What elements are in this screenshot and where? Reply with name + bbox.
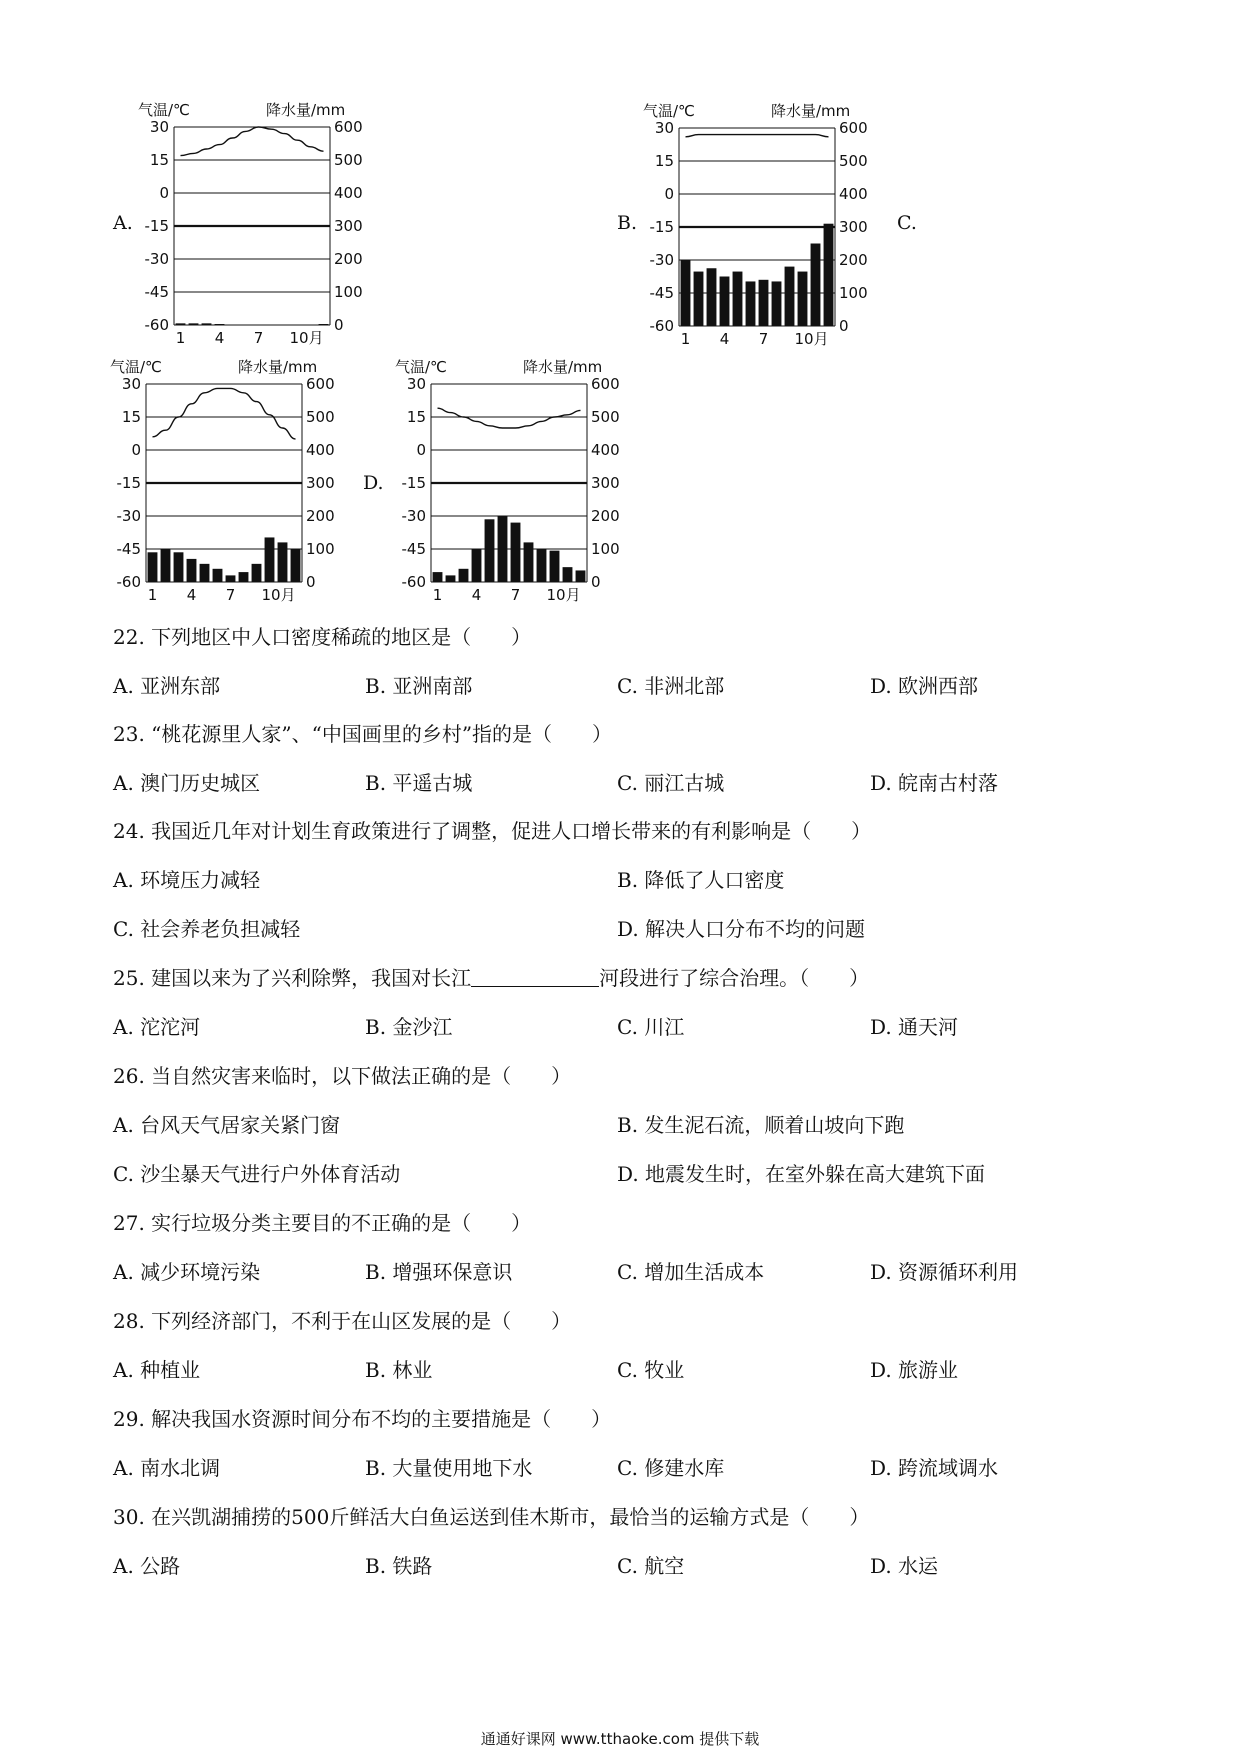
precipitation-bar	[433, 572, 443, 582]
precipitation-bar	[720, 277, 730, 327]
temperature-axis-title: 气温/℃	[138, 101, 190, 119]
precipitation-axis-title: 降水量/mm	[238, 358, 318, 376]
precipitation-axis-title: 降水量/mm	[771, 102, 851, 120]
question-27: 27. 实行垃圾分类主要目的不正确的是（ ）	[113, 1211, 532, 1235]
chart-b-label: B.	[617, 212, 638, 234]
precipitation-bar	[746, 281, 756, 326]
temperature-line	[181, 127, 324, 156]
q26-option-d[interactable]: D. 地震发生时，在室外躲在高大建筑下面	[617, 1162, 986, 1186]
precipitation-tick-label: 0	[591, 573, 601, 591]
month-tick-label: 1	[175, 329, 186, 347]
precipitation-bar	[226, 575, 236, 582]
q26-option-a[interactable]: A. 台风天气居家关紧门窗	[113, 1113, 341, 1137]
month-tick-label: 1	[680, 330, 691, 348]
q28-option-c[interactable]: C. 牧业	[617, 1358, 685, 1382]
precipitation-tick-label: 0	[306, 573, 316, 591]
precipitation-tick-label: 600	[839, 119, 868, 137]
temperature-tick-label: -15	[144, 217, 169, 235]
precipitation-bar	[550, 551, 560, 582]
temperature-axis-title: 气温/℃	[395, 358, 447, 376]
precipitation-bar	[213, 569, 223, 582]
temperature-tick-label: -30	[649, 251, 674, 269]
precipitation-bar	[446, 575, 456, 582]
month-tick-label: 4	[471, 586, 482, 604]
precipitation-bar	[681, 260, 691, 326]
temperature-tick-label: 0	[159, 184, 169, 202]
chart-c-label: C.	[897, 212, 917, 234]
temperature-tick-label: -15	[116, 474, 141, 492]
precipitation-bar	[524, 542, 534, 582]
climate-chart-d	[387, 352, 647, 602]
q22-option-d[interactable]: D. 欧洲西部	[870, 674, 979, 698]
month-tick-label: 4	[186, 586, 197, 604]
month-tick-label: 7	[758, 330, 769, 348]
precipitation-tick-label: 100	[334, 283, 363, 301]
q25-option-a[interactable]: A. 沱沱河	[113, 1015, 201, 1039]
temperature-tick-label: 30	[149, 118, 169, 136]
q28-option-d[interactable]: D. 旅游业	[870, 1358, 959, 1382]
precipitation-bar	[176, 323, 186, 325]
precipitation-bar	[811, 244, 821, 327]
q28-option-b[interactable]: B. 林业	[365, 1358, 433, 1382]
month-tick-label: 4	[719, 330, 730, 348]
precipitation-bar	[759, 280, 769, 326]
q24-option-b[interactable]: B. 降低了人口密度	[617, 868, 785, 892]
precipitation-bar	[148, 552, 158, 582]
q23-option-a[interactable]: A. 澳门历史城区	[113, 771, 261, 795]
temperature-tick-label: -45	[401, 540, 426, 558]
precipitation-bar	[459, 569, 469, 582]
q29-option-a[interactable]: A. 南水北调	[113, 1456, 221, 1480]
q26-option-b[interactable]: B. 发生泥石流，顺着山坡向下跑	[617, 1113, 905, 1137]
precipitation-tick-label: 100	[306, 540, 335, 558]
precipitation-bar	[485, 519, 495, 582]
precipitation-tick-label: 400	[591, 441, 620, 459]
precipitation-tick-label: 200	[839, 251, 868, 269]
fill-blank[interactable]	[471, 968, 599, 987]
precipitation-bar	[200, 564, 210, 582]
question-25	[113, 962, 869, 991]
q27-option-c[interactable]: C. 增加生活成本	[617, 1260, 765, 1284]
precipitation-bar	[187, 559, 197, 582]
q26-option-c[interactable]: C. 沙尘暴天气进行户外体育活动	[113, 1162, 401, 1186]
precipitation-tick-label: 300	[839, 218, 868, 236]
precipitation-tick-label: 100	[839, 284, 868, 302]
precipitation-bar	[472, 549, 482, 582]
precipitation-bar	[202, 323, 212, 325]
precipitation-tick-label: 400	[306, 441, 335, 459]
precipitation-bar	[733, 272, 743, 326]
q30-option-a[interactable]: A. 公路	[113, 1554, 181, 1578]
temperature-line	[686, 135, 829, 137]
temperature-tick-label: 30	[654, 119, 674, 137]
month-tick-label: 10月	[546, 586, 581, 604]
precipitation-tick-label: 400	[839, 185, 868, 203]
month-tick-label: 7	[253, 329, 264, 347]
precipitation-tick-label: 300	[334, 217, 363, 235]
precipitation-tick-label: 500	[839, 152, 868, 170]
temperature-tick-label: -30	[401, 507, 426, 525]
temperature-tick-label: 15	[121, 408, 141, 426]
precipitation-tick-label: 300	[591, 474, 620, 492]
temperature-tick-label: 15	[654, 152, 674, 170]
precipitation-axis-title: 降水量/mm	[523, 358, 603, 376]
precipitation-axis-title: 降水量/mm	[266, 101, 346, 119]
temperature-tick-label: 0	[131, 441, 141, 459]
q25-option-d[interactable]: D. 通天河	[870, 1015, 959, 1039]
question-28: 28. 下列经济部门，不利于在山区发展的是（ ）	[113, 1309, 572, 1333]
precipitation-tick-label: 200	[334, 250, 363, 268]
question-24: 24. 我国近几年对计划生育政策进行了调整，促进人口增长带来的有利影响是（ ）	[113, 819, 872, 843]
temperature-tick-label: -30	[116, 507, 141, 525]
temperature-axis-title: 气温/℃	[110, 358, 162, 376]
temperature-tick-label: 15	[406, 408, 426, 426]
temperature-tick-label: -45	[116, 540, 141, 558]
chart-a-label: A.	[113, 212, 133, 234]
temperature-tick-label: -60	[401, 573, 426, 591]
precipitation-tick-label: 600	[306, 375, 335, 393]
q30-option-b[interactable]: B. 铁路	[365, 1554, 433, 1578]
climate-chart-a	[130, 95, 390, 345]
month-tick-label: 10月	[289, 329, 324, 347]
month-tick-label: 7	[225, 586, 236, 604]
temperature-tick-label: 30	[406, 375, 426, 393]
question-25-stem-end: 河段进行了综合治理。（ ）	[599, 966, 870, 990]
precipitation-bar	[537, 549, 547, 582]
q23-option-b[interactable]: B. 平遥古城	[365, 771, 473, 795]
month-tick-label: 7	[510, 586, 521, 604]
q24-option-c[interactable]: C. 社会养老负担减轻	[113, 917, 301, 941]
precipitation-bar	[707, 268, 717, 326]
precipitation-tick-label: 600	[591, 375, 620, 393]
q27-option-d[interactable]: D. 资源循环利用	[870, 1260, 1019, 1284]
temperature-tick-label: 30	[121, 375, 141, 393]
temperature-tick-label: -30	[144, 250, 169, 268]
precipitation-tick-label: 0	[839, 317, 849, 335]
temperature-tick-label: -15	[649, 218, 674, 236]
question-23: 23. “桃花源里人家”、“中国画里的乡村”指的是（ ）	[113, 722, 613, 746]
q22-option-a[interactable]: A. 亚洲东部	[113, 674, 221, 698]
precipitation-bar	[798, 272, 808, 326]
q25-option-c[interactable]: C. 川江	[617, 1015, 685, 1039]
precipitation-bar	[694, 272, 704, 326]
month-tick-label: 10月	[794, 330, 829, 348]
precipitation-bar	[161, 549, 171, 582]
q24-option-a[interactable]: A. 环境压力减轻	[113, 868, 261, 892]
q23-option-d[interactable]: D. 皖南古村落	[870, 771, 999, 795]
q27-option-a[interactable]: A. 减少环境污染	[113, 1260, 261, 1284]
precipitation-bar	[772, 281, 782, 326]
footer-source: 通通好课网 www.tthaoke.com 提供下载	[480, 1730, 760, 1748]
temperature-tick-label: -45	[144, 283, 169, 301]
q30-option-c[interactable]: C. 航空	[617, 1554, 685, 1578]
precipitation-bar	[252, 564, 262, 582]
precipitation-tick-label: 500	[306, 408, 335, 426]
question-29: 29. 解决我国水资源时间分布不均的主要措施是（ ）	[113, 1407, 612, 1431]
precipitation-tick-label: 400	[334, 184, 363, 202]
question-22: 22. 下列地区中人口密度稀疏的地区是（ ）	[113, 625, 532, 649]
precipitation-bar	[563, 567, 573, 582]
q30-option-d[interactable]: D. 水运	[870, 1554, 939, 1578]
climate-chart-b	[635, 96, 895, 346]
temperature-line	[438, 408, 581, 428]
month-tick-label: 10月	[261, 586, 296, 604]
precipitation-bar	[189, 323, 199, 325]
precipitation-bar	[319, 324, 329, 325]
precipitation-bar	[215, 324, 225, 325]
temperature-line	[153, 388, 296, 439]
question-25-stem-start: 25. 建国以来为了兴利除弊，我国对长江	[113, 966, 472, 990]
question-30: 30. 在兴凯湖捕捞的500斤鲜活大白鱼运送到佳木斯市，最恰当的运输方式是（ ）	[113, 1505, 870, 1529]
q23-option-c[interactable]: C. 丽江古城	[617, 771, 725, 795]
question-26: 26. 当自然灾害来临时，以下做法正确的是（ ）	[113, 1064, 572, 1088]
precipitation-tick-label: 500	[334, 151, 363, 169]
temperature-tick-label: -45	[649, 284, 674, 302]
chart-d-label: D.	[363, 472, 384, 494]
q22-option-b[interactable]: B. 亚洲南部	[365, 674, 473, 698]
precipitation-tick-label: 100	[591, 540, 620, 558]
q29-option-c[interactable]: C. 修建水库	[617, 1456, 725, 1480]
q29-option-d[interactable]: D. 跨流域调水	[870, 1456, 999, 1480]
precipitation-bar	[824, 224, 834, 326]
precipitation-bar	[239, 572, 249, 582]
precipitation-tick-label: 200	[306, 507, 335, 525]
q29-option-b[interactable]: B. 大量使用地下水	[365, 1456, 533, 1480]
precipitation-bar	[498, 516, 508, 582]
temperature-tick-label: -15	[401, 474, 426, 492]
temperature-axis-title: 气温/℃	[643, 102, 695, 120]
temperature-tick-label: -60	[144, 316, 169, 334]
temperature-tick-label: 15	[149, 151, 169, 169]
precipitation-bar	[265, 537, 275, 582]
temperature-tick-label: -60	[116, 573, 141, 591]
month-tick-label: 1	[147, 586, 158, 604]
precipitation-bar	[278, 542, 288, 582]
q27-option-b[interactable]: B. 增强环保意识	[365, 1260, 513, 1284]
precipitation-bar	[511, 523, 521, 582]
precipitation-tick-label: 600	[334, 118, 363, 136]
month-tick-label: 4	[214, 329, 225, 347]
precipitation-bar	[174, 552, 184, 582]
precipitation-tick-label: 0	[334, 316, 344, 334]
precipitation-tick-label: 200	[591, 507, 620, 525]
precipitation-bar	[785, 267, 795, 326]
precipitation-bar	[291, 549, 301, 582]
q24-option-d[interactable]: D. 解决人口分布不均的问题	[617, 917, 866, 941]
temperature-tick-label: -60	[649, 317, 674, 335]
climate-chart-c	[102, 352, 362, 602]
q25-option-b[interactable]: B. 金沙江	[365, 1015, 453, 1039]
q22-option-c[interactable]: C. 非洲北部	[617, 674, 725, 698]
month-tick-label: 1	[432, 586, 443, 604]
precipitation-tick-label: 500	[591, 408, 620, 426]
temperature-tick-label: 0	[416, 441, 426, 459]
temperature-tick-label: 0	[664, 185, 674, 203]
precipitation-tick-label: 300	[306, 474, 335, 492]
precipitation-bar	[576, 570, 586, 582]
q28-option-a[interactable]: A. 种植业	[113, 1358, 201, 1382]
